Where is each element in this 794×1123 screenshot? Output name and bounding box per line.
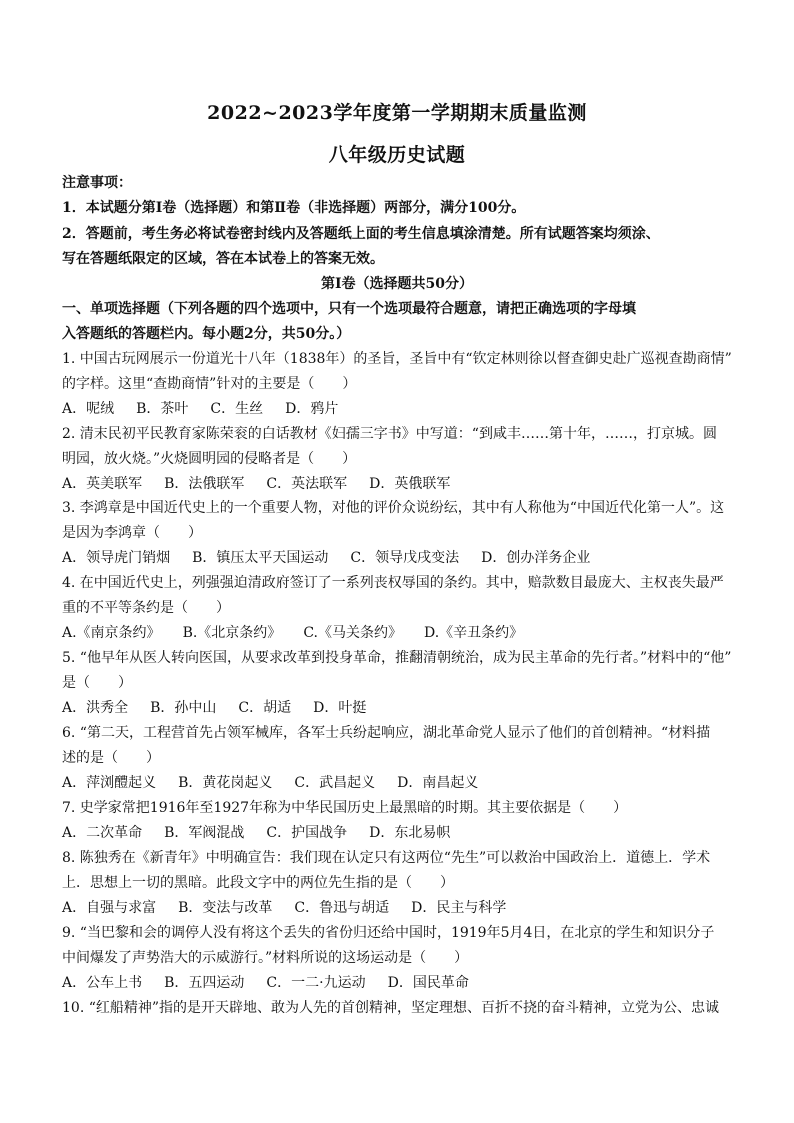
question-4-options xyxy=(62,621,732,645)
option-b: B．黄花岗起义 xyxy=(178,775,273,791)
question-8-line-2: 上．思想上一切的黑暗。此段文字中的两位先生指的是（ ） xyxy=(62,875,454,891)
option-b: B．法俄联军 xyxy=(164,476,245,492)
option-c: C．鲁迅与胡适 xyxy=(294,900,390,916)
option-d: D．英俄联军 xyxy=(369,476,451,492)
option-b: B．军阀混战 xyxy=(164,825,245,841)
option-a: A．萍浏醴起义 xyxy=(62,775,157,791)
question-10-line-1: 10. “红船精神”指的是开天辟地、敢为人先的首创精神，坚定理想、百折不挠的奋斗精神，立党为公、忠诚 xyxy=(62,1000,720,1016)
option-c: C．英法联军 xyxy=(266,476,348,492)
option-a: A.《南京条约》 xyxy=(62,625,161,641)
question-2-line-1: 2. 清末民初平民教育家陈荣衮的白话教材《妇孺三字书》中写道：“到咸丰……第十年，……，打京城。圆 xyxy=(62,426,717,442)
option-b: B．镇压太平天国运动 xyxy=(192,550,329,566)
option-a: A．呢绒 xyxy=(62,401,115,417)
question-5-options xyxy=(62,696,732,720)
option-d: D．东北易帜 xyxy=(369,825,451,841)
question-3-line-1: 3. 李鸿章是中国近代史上的一个重要人物，对他的评价众说纷纭，其中有人称他为“中国近代化第一人”。这 xyxy=(62,500,725,516)
option-d: D．国民革命 xyxy=(387,975,469,991)
exam-subtitle: 八年级历史试题 xyxy=(328,144,466,166)
section-instruction-line-1: 一、单项选择题（下列各题的四个选项中，只有一个选项最符合题意，请把正确选项的字母填 xyxy=(62,301,636,317)
option-d: D．民主与科学 xyxy=(411,900,507,916)
question-8-line-1: 8. 陈独秀在《新青年》中明确宣告：我们现在认定只有这两位“先生”可以救治中国政治上．道德上．学术 xyxy=(62,850,711,866)
question-4-line-1: 4. 在中国近代史上，列强强迫清政府签订了一系列丧权辱国的条约。其中，赔款数目最庞大、主权丧失最严 xyxy=(62,575,724,591)
option-b: B.《北京条约》 xyxy=(182,625,282,641)
option-c: C．护国战争 xyxy=(266,825,348,841)
exam-title: 2022~2023学年度第一学期期末质量监测 xyxy=(207,102,587,124)
option-a: A．自强与求富 xyxy=(62,900,157,916)
question-2-options xyxy=(62,472,732,496)
option-b: B．变法与改革 xyxy=(178,900,273,916)
question-7-options xyxy=(62,821,732,845)
question-6-line-1: 6. “第二天，工程营首先占领军械库，各军士兵纷起响应，湖北革命党人显示了他们的首创精神。“材料描 xyxy=(62,725,711,741)
option-d: D．创办洋务企业 xyxy=(481,550,591,566)
question-3-line-2: 是因为李鸿章（ ） xyxy=(62,525,202,541)
question-2-line-2: 明园，放火烧。”火烧圆明园的侵略者是（ ） xyxy=(62,451,357,467)
note-2-line-1: 2．答题前，考生务必将试卷密封线内及答题纸上面的考生信息填涂清楚。所有试题答案均须涂、 xyxy=(62,226,660,242)
option-c: C.《马关条约》 xyxy=(303,625,402,641)
question-5-line-2: 是（ ） xyxy=(62,675,132,691)
option-d: D．叶挺 xyxy=(313,700,367,716)
option-a: A．领导虎门销烟 xyxy=(62,550,171,566)
question-8-options xyxy=(62,896,732,920)
question-1-line-2: 的字样。这里“查勘商情”针对的主要是（ ） xyxy=(62,376,357,392)
option-d: D.《辛丑条约》 xyxy=(423,625,524,641)
option-a: A．公车上书 xyxy=(62,975,143,991)
question-1-line-1: 1. 中国古玩网展示一份道光十八年（1838年）的圣旨，圣旨中有“钦定林则徐以督查御史赴广巡视查勘商情” xyxy=(62,351,732,367)
note-2-line-2: 写在答题纸限定的区域，答在本试卷上的答案无效。 xyxy=(62,251,384,267)
question-6-line-2: 述的是（ ） xyxy=(62,750,160,766)
section-instruction-line-2: 入答题纸的答题栏内。每小题2分，共50分。） xyxy=(62,326,351,342)
option-b: B．孙中山 xyxy=(150,700,217,716)
question-3-options xyxy=(62,546,732,570)
option-d: D．鸦片 xyxy=(285,401,339,417)
question-9-line-1: 9. “当巴黎和会的调停人没有将这个丢失的省份归还给中国时，1919年5月4日，在北京的学生和知识分子 xyxy=(62,925,715,941)
option-c: C．一二·九运动 xyxy=(266,975,366,991)
option-c: C．武昌起义 xyxy=(294,775,376,791)
section-title: 第Ⅰ卷（选择题共50分） xyxy=(320,276,474,292)
question-1-options xyxy=(62,397,732,421)
question-9-line-2: 中间爆发了声势浩大的示威游行。”材料所说的这场运动是（ ） xyxy=(62,950,469,966)
option-a: A．洪秀全 xyxy=(62,700,129,716)
option-b: B．五四运动 xyxy=(164,975,245,991)
notes-heading: 注意事项： xyxy=(62,175,132,191)
question-9-options xyxy=(62,971,732,995)
question-5-line-1: 5. “他早年从医人转向医国，从要求改革到投身革命，推翻清朝统治，成为民主革命的先行者。”材料中的“他” xyxy=(62,650,732,666)
option-c: C．生丝 xyxy=(210,401,264,417)
question-6-options xyxy=(62,771,732,795)
option-b: B．茶叶 xyxy=(136,401,189,417)
note-1: 1．本试题分第Ⅰ卷（选择题）和第Ⅱ卷（非选择题）两部分，满分100分。 xyxy=(62,200,526,216)
option-c: C．胡适 xyxy=(238,700,292,716)
option-c: C．领导戊戌变法 xyxy=(350,550,460,566)
question-7-line-1: 7. 史学家常把1916年至1927年称为中华民国历史上最黑暗的时期。其主要依据是（ ） xyxy=(62,800,628,816)
option-d: D．南昌起义 xyxy=(397,775,479,791)
option-a: A．英美联军 xyxy=(62,476,143,492)
option-a: A．二次革命 xyxy=(62,825,143,841)
question-4-line-2: 重的不平等条约是（ ） xyxy=(62,600,230,616)
